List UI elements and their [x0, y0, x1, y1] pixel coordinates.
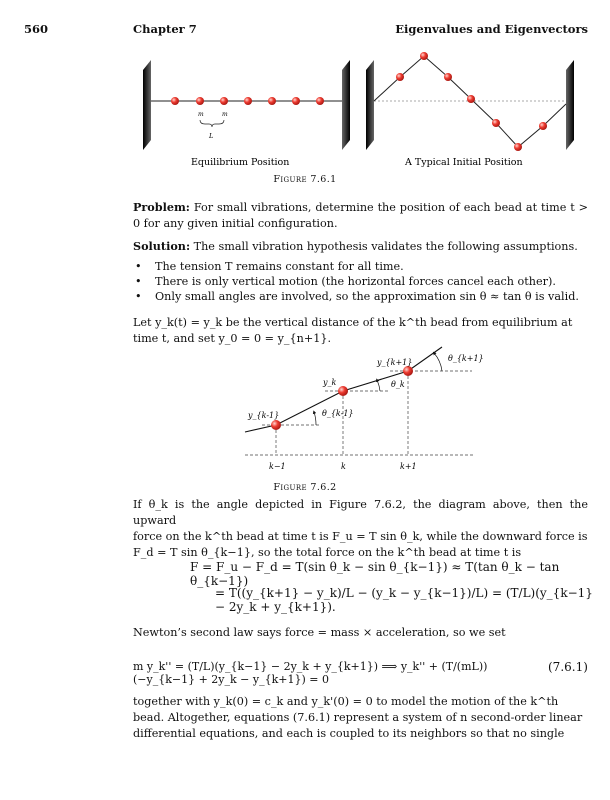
- right-wall-b: [566, 60, 574, 150]
- bead: [467, 95, 475, 103]
- equation-force-expanded: = T((y_{k+1} − y_k)/L − (y_k − y_{k−1})/L) = (T/L)(y_{k−1} − 2y_k + y_{k+1}).: [215, 586, 593, 614]
- page-number: 560: [24, 22, 49, 36]
- label-y-k-minus-1: y_{k-1}: [248, 411, 280, 420]
- bead: [444, 73, 452, 81]
- bead: [220, 97, 228, 105]
- angle-arc-km1: [314, 412, 316, 425]
- spacing-brace: [200, 120, 224, 127]
- let-line-1: Let y_k(t) = y_k be the vertical distance of the k^th bead from equilibrium at: [133, 316, 573, 329]
- let-paragraph: [133, 315, 588, 347]
- bead: [316, 97, 324, 105]
- figure-7-6-1-caption: Figure 7.6.1: [273, 174, 337, 185]
- bead: [171, 97, 179, 105]
- let-line-2: time t, and set y_0 = 0 = y_{n+1}.: [133, 332, 331, 345]
- final-line-3: differential equations, and each is coupled to its neighbors so that no single: [133, 727, 565, 740]
- problem-paragraph: [133, 199, 588, 232]
- label-theta-k-plus-1: θ_{k+1}: [448, 354, 484, 363]
- label-m1: m: [198, 111, 204, 118]
- bead: [292, 97, 300, 105]
- assumption-list: [133, 259, 593, 304]
- angle-arc-k: [377, 380, 380, 391]
- label-y-k: y_k: [323, 378, 337, 387]
- chapter-label: Chapter 7: [133, 22, 197, 36]
- angle-arc-kp1: [434, 353, 442, 371]
- label-L: L: [209, 132, 214, 140]
- list-item: • There is only vertical motion (the horizontal forces cancel each other).: [135, 275, 556, 288]
- list-item: • The tension T remains constant for all time.: [135, 260, 404, 273]
- label-theta-k-minus-1: θ_{k-1}: [322, 409, 354, 418]
- bead-k-minus-1: [271, 420, 281, 430]
- tick-k-minus-1: k−1: [269, 462, 286, 471]
- bead: [196, 97, 204, 105]
- force-line-2: force on the k^th bead at time t is F_u = T sin θ_k, while the downward force is: [133, 530, 588, 543]
- problem-text: For small vibrations, determine the position of each bead at time t > 0 for any given initial configuration.: [133, 201, 589, 230]
- bead-k: [338, 386, 348, 396]
- final-paragraph: [133, 694, 588, 742]
- final-line-1: together with y_k(0) = c_k and y_k'(0) = 0 to model the motion of the k^th: [133, 695, 559, 708]
- tick-k-plus-1: k+1: [400, 462, 417, 471]
- bead-k-plus-1: [403, 366, 413, 376]
- bead: [420, 52, 428, 60]
- list-item: • Only small angles are involved, so the approximation sin θ ≈ tan θ is valid.: [135, 290, 579, 303]
- displaced-beads: [396, 52, 547, 151]
- solution-paragraph: [133, 238, 588, 255]
- label-theta-k: θ_k: [391, 380, 405, 389]
- equation-7-6-1: m y_k'' = (T/L)(y_{k−1} − 2y_k + y_{k+1}) ⟹ y_k'' + (T/(mL))(−y_{k−1} + 2y_k − y_{k+1}) = 0: [133, 660, 488, 686]
- left-wall-b: [342, 60, 350, 150]
- tick-k: k: [341, 462, 346, 471]
- equation-force: F = F_u − F_d = T(sin θ_k − sin θ_{k−1}) ≈ T(tan θ_k − tan θ_{k−1}): [190, 560, 560, 588]
- newton-text: Newton’s second law says force = mass × acceleration, so we set: [133, 626, 506, 639]
- label-y-k-plus-1: y_{k+1}: [377, 358, 413, 367]
- label-m2: m: [222, 111, 228, 118]
- left-caption: Equilibrium Position: [191, 157, 290, 168]
- section-title: Eigenvalues and Eigenvectors: [395, 22, 588, 36]
- bead: [514, 143, 522, 151]
- force-line-1: If θ_k is the angle depicted in Figure 7.6.2, the diagram above, then the upward: [133, 498, 588, 527]
- problem-heading: Problem:: [133, 200, 190, 214]
- bead: [539, 122, 547, 130]
- figure-7-6-2-caption: Figure 7.6.2: [273, 482, 337, 493]
- bead: [492, 119, 500, 127]
- bead: [268, 97, 276, 105]
- force-line-3: F_d = T sin θ_{k−1}, so the total force on the k^th bead at time t is: [133, 546, 522, 559]
- figure-7-6-2: [240, 350, 484, 475]
- force-paragraph: [133, 497, 588, 561]
- bead: [244, 97, 252, 105]
- right-wall-a: [366, 60, 374, 150]
- solution-text: The small vibration hypothesis validates the following assumptions.: [193, 240, 578, 253]
- bead: [396, 73, 404, 81]
- equation-number: (7.6.1): [548, 660, 588, 674]
- solution-heading: Solution:: [133, 239, 191, 253]
- left-wall-a: [143, 60, 151, 150]
- figure-7-6-1: [133, 48, 588, 168]
- right-caption: A Typical Initial Position: [405, 157, 523, 168]
- final-line-2: bead. Altogether, equations (7.6.1) represent a system of n second-order linear: [133, 711, 583, 724]
